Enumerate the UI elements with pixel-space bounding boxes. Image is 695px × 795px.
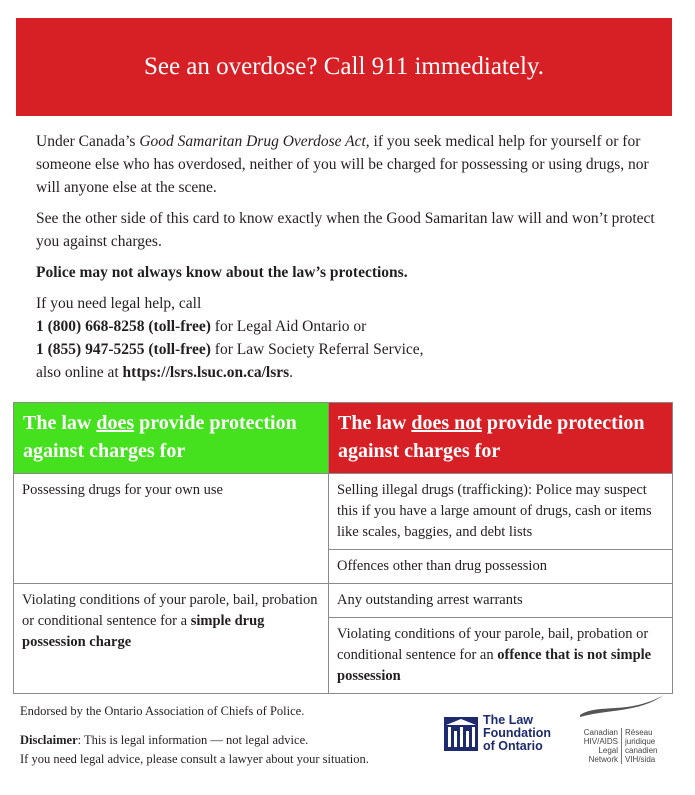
legal-aid-phone[interactable]: 1 (800) 668-8258 <box>36 318 145 335</box>
aids-en-3: Legal <box>598 746 618 755</box>
warrants-cell: Any outstanding arrest warrants <box>329 584 673 618</box>
lfo-line-1: The Law <box>483 713 534 727</box>
network-name <box>578 728 668 764</box>
lfo-line-2: Foundation <box>483 726 552 740</box>
law-foundation-logo <box>444 714 551 753</box>
aids-fr-4: VIH/sida <box>625 755 656 764</box>
aids-en-1: Canadian <box>583 728 618 737</box>
does-head-pre: The law <box>23 412 97 434</box>
law-foundation-emblem-icon <box>444 717 478 751</box>
act-intro: Under Canada’s <box>36 133 140 150</box>
parole-other-offence-cell <box>329 618 673 694</box>
referral-line <box>36 338 656 361</box>
police-warning-text: Police may not always know about the law’s protections. <box>36 264 408 281</box>
doesnot-head-post: provide protection against charges for <box>338 412 645 462</box>
referral-link[interactable]: https://lsrs.lsuc.on.ca/lsrs <box>122 364 290 381</box>
parole-text: Violating conditions of your parole, bail, probation or conditional sentence for a <box>22 592 318 629</box>
doesnot-head-pre: The law <box>338 412 412 434</box>
network-name-en <box>578 728 622 764</box>
does-provide-header <box>14 403 329 474</box>
tollfree-label-2: (toll-free) <box>148 341 211 358</box>
other-offences-cell: Offences other than drug possession <box>329 550 673 584</box>
table-row <box>14 584 673 618</box>
intro-text <box>36 130 656 384</box>
act-name: Good Samaritan Drug Overdose Act <box>139 133 366 150</box>
banner-text: See an overdose? Call 911 immediately. <box>143 53 545 80</box>
online-prefix: also online at <box>36 364 123 381</box>
does-not-word: does not <box>411 412 482 434</box>
aids-en-2: HIV/AIDS <box>583 737 618 746</box>
online-suffix: . <box>289 364 294 381</box>
protection-table <box>13 402 673 694</box>
referral-desc: for Law Society Referral Service, <box>210 341 424 358</box>
parole-possession-cell <box>14 584 329 694</box>
legal-advice-note: If you need legal advice, please consult a lawyer about your situation. <box>20 752 369 766</box>
table-row <box>14 474 673 550</box>
endorsement: Endorsed by the Ontario Association of Chiefs of Police. <box>20 704 305 718</box>
aids-fr-1: Réseau <box>625 728 653 737</box>
aids-fr-2: juridique <box>625 737 656 746</box>
disclaimer-label: Disclaimer <box>20 733 78 747</box>
law-foundation-name <box>483 714 551 753</box>
disclaimer <box>20 731 369 750</box>
network-name-fr <box>622 728 657 764</box>
referral-phone[interactable]: 1 (855) 947-5255 <box>36 341 145 358</box>
possession-cell: Possessing drugs for your own use <box>14 474 329 584</box>
does-head-post: provide protection against charges for <box>23 412 297 462</box>
parole-bold: simple drug possession charge <box>22 613 265 650</box>
legal-help-heading: If you need legal help, call <box>36 295 202 312</box>
legal-aid-desc: for Legal Aid Ontario or <box>210 318 367 335</box>
tollfree-label-1: (toll-free) <box>148 318 211 335</box>
lfo-line-3: of Ontario <box>483 739 543 753</box>
trafficking-cell: Selling illegal drugs (trafficking): Police may suspect this if you have a large amount of drugs, cash or items like scales, baggies, and debt lists <box>329 474 673 550</box>
footer <box>20 702 369 769</box>
hiv-aids-legal-network-logo <box>578 693 668 764</box>
intro-paragraph-other-side: See the other side of this card to know exactly when the Good Samaritan law will and won’t protect you against charges. <box>36 210 655 250</box>
does-not-provide-header <box>329 403 673 474</box>
parole-other-bold: offence that is not simple possession <box>337 647 652 684</box>
legal-aid-line <box>36 315 656 338</box>
parole-other-text: Violating conditions of your parole, bail, probation or conditional sentence for an <box>337 626 649 663</box>
table-header-row <box>14 403 673 474</box>
aids-en-4: Network <box>588 755 618 764</box>
online-line <box>36 361 656 384</box>
swoosh-icon <box>578 693 666 721</box>
does-word: does <box>96 412 135 434</box>
aids-fr-3: canadien <box>625 746 658 755</box>
intro-paragraph-act <box>36 130 656 199</box>
overdose-banner <box>16 18 672 116</box>
police-warning <box>36 261 656 284</box>
act-description: , if you seek medical help for yourself or for someone else who has overdosed, neither of you will be charged for possessing or using drugs, nor will anyone else at the scene. <box>36 133 649 196</box>
disclaimer-text: : This is legal information — not legal advice. <box>77 733 309 747</box>
